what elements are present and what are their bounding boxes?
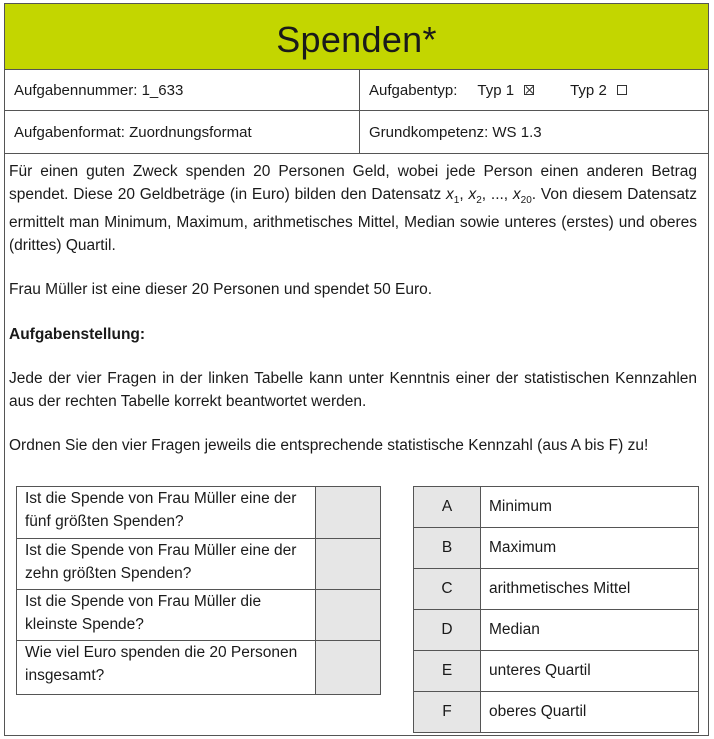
task-type-label: Aufgabentyp: [369, 81, 458, 99]
option-name: Maximum [481, 528, 699, 569]
option-letter: D [414, 610, 481, 651]
option-letter: A [414, 487, 481, 528]
meta-row-1 [5, 70, 708, 111]
option-name: oberes Quartil [481, 692, 699, 733]
option-row [414, 487, 699, 528]
instruction-paragraph: Jede der vier Fragen in der linken Tabelle kann unter Kenntnis einer der statistischen Kennzahlen aus der rechten Tabelle korrekt beantwortet werden. [9, 370, 697, 410]
task-text [9, 161, 697, 458]
question-row [17, 487, 381, 539]
task-type [360, 70, 708, 110]
mueller-paragraph: Frau Müller ist eine dieser 20 Personen und spendet 50 Euro. [9, 281, 433, 299]
checked-box-icon [524, 85, 534, 95]
type-1-label: Typ 1 [477, 81, 515, 99]
option-name: Minimum [481, 487, 699, 528]
type-2-label: Typ 2 [570, 81, 607, 99]
question-text: Wie viel Euro spenden die 20 Personen insgesamt? [17, 641, 316, 695]
option-row [414, 528, 699, 569]
task-heading: Aufgabenstellung: [9, 325, 146, 343]
task-number: Aufgabennummer: 1_633 [5, 70, 360, 110]
option-letter: B [414, 528, 481, 569]
question-text: Ist die Spende von Frau Müller eine der zehn größten Spenden? [17, 539, 316, 590]
answer-cell[interactable] [316, 539, 381, 590]
option-letter: E [414, 651, 481, 692]
option-name: Median [481, 610, 699, 651]
answer-cell[interactable] [316, 641, 381, 695]
option-row [414, 692, 699, 733]
question-row [17, 539, 381, 590]
question-text: Ist die Spende von Frau Müller eine der fünf größten Spenden? [17, 487, 316, 539]
assignment-paragraph: Ordnen Sie den vier Fragen jeweils die entsprechende statistische Kennzahl (aus A bis F) zu! [9, 437, 649, 455]
option-letter: F [414, 692, 481, 733]
type-2-option [570, 82, 627, 99]
option-name: arithmetisches Mittel [481, 569, 699, 610]
page-title: Spenden* [276, 18, 437, 60]
task-format: Aufgabenformat: Zuordnungsformat [5, 111, 360, 153]
option-row [414, 610, 699, 651]
answer-cell[interactable] [316, 487, 381, 539]
meta-row-2 [5, 111, 708, 154]
question-row [17, 641, 381, 695]
statistics-table [413, 486, 699, 733]
title-bar [5, 4, 708, 70]
question-row [17, 590, 381, 641]
option-name: unteres Quartil [481, 651, 699, 692]
option-letter: C [414, 569, 481, 610]
option-row [414, 651, 699, 692]
option-row [414, 569, 699, 610]
questions-table [16, 486, 381, 695]
empty-box-icon [617, 85, 627, 95]
basic-competence: Grundkompetenz: WS 1.3 [369, 123, 542, 141]
answer-cell[interactable] [316, 590, 381, 641]
type-1-option [477, 82, 534, 99]
question-text: Ist die Spende von Frau Müller die kleinste Spende? [17, 590, 316, 641]
intro-paragraph: Für einen guten Zweck spenden 20 Personen Geld, wobei jede Person einen anderen Betrag spendet. Diese 20 Geldbeträge (in Euro) bilden den Datensatz $x_1$, $x_2$, ..., $x_{20}$. Von diesem Datensatz ermittelt man Minimum, Maximum, arithmetisches Mittel, Median sowie unteres (erstes) und oberes (drittes) Quartil. [9, 163, 697, 254]
